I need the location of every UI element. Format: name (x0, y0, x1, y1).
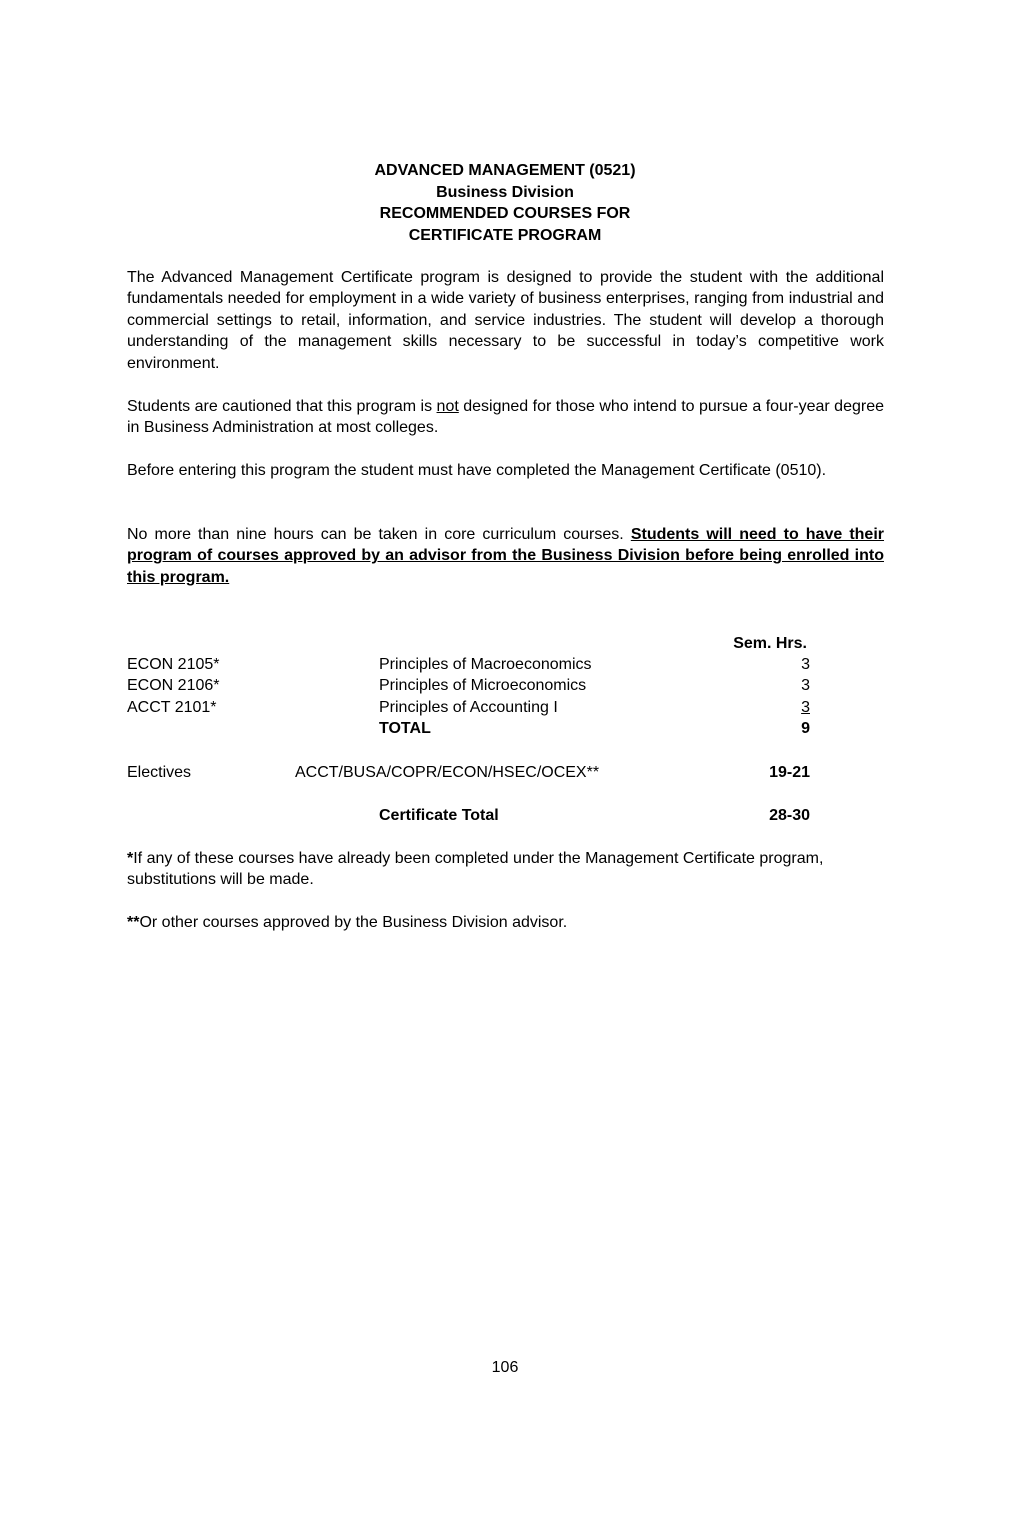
course-title: Principles of Microeconomics (379, 677, 587, 694)
course-hours: 3 (801, 699, 810, 716)
course-code: ACCT 2101* (127, 699, 217, 716)
course-code: ECON 2106* (127, 677, 220, 694)
footnote-double-mark: ** (127, 914, 140, 931)
intro-paragraph: The Advanced Management Certificate program is designed to provide the student with the additional fundamentals needed for employment in a wide variety of business enterprises, ranging from industrial and commercial settings to retail, information, and service industries. The student will develop a thorough understanding of the management skills necessary to be successful in today’s competitive work environment. (127, 269, 884, 372)
document-heading (0, 160, 1010, 246)
caution-paragraph (127, 396, 884, 439)
footnote-single (127, 848, 884, 891)
course-row (0, 697, 1010, 718)
certificate-program-heading: CERTIFICATE PROGRAM (408, 226, 602, 244)
electives-hours: 19-21 (769, 764, 810, 781)
course-title: Principles of Accounting I (379, 699, 558, 716)
division-name: Business Division (436, 183, 574, 201)
course-row (0, 654, 1010, 675)
caution-text-after: designed for those who intend to pursue a four-year degree in Business Administration at most colleges. (127, 398, 884, 437)
prerequisite-paragraph: Before entering this program the student must have completed the Management Certificate (0510). (127, 462, 827, 479)
total-label: TOTAL (379, 720, 431, 737)
electives-courses: ACCT/BUSA/COPR/ECON/HSEC/OCEX** (295, 764, 600, 781)
recommended-courses-heading: RECOMMENDED COURSES FOR (379, 205, 631, 222)
core-limit-text: No more than nine hours can be taken in core curriculum courses. (127, 526, 631, 543)
course-row (0, 675, 1010, 696)
course-code: ECON 2105* (127, 656, 220, 673)
certificate-total-row (0, 805, 1010, 826)
footnote-single-mark: * (127, 850, 134, 867)
certificate-total-label: Certificate Total (379, 807, 499, 824)
footnote-single-text: If any of these courses have already been completed under the Management Certificate program, substitutions will be made. (127, 850, 824, 889)
electives-label: Electives (127, 764, 192, 781)
page-number: 106 (491, 1359, 519, 1376)
caution-text-before: Students are cautioned that this program is (127, 398, 437, 415)
course-hours: 3 (801, 677, 810, 694)
electives-row (0, 762, 1010, 783)
footnote-double (127, 912, 884, 933)
program-title: ADVANCED MANAGEMENT (0521) (374, 162, 636, 179)
approval-notice: Students will need to have their program of courses approved by an advisor from the Business Division before being enrolled into this program. (127, 526, 885, 586)
total-row (0, 718, 1010, 739)
semester-hours-header: Sem. Hrs. (733, 635, 807, 652)
certificate-total-hours: 28-30 (769, 807, 810, 824)
total-hours: 9 (801, 720, 810, 737)
course-title: Principles of Macroeconomics (379, 656, 592, 673)
caution-emphasis: not (436, 398, 459, 415)
footnote-double-text: Or other courses approved by the Business Division advisor. (139, 914, 568, 931)
course-hours: 3 (801, 656, 810, 673)
core-limit-paragraph (127, 524, 884, 588)
